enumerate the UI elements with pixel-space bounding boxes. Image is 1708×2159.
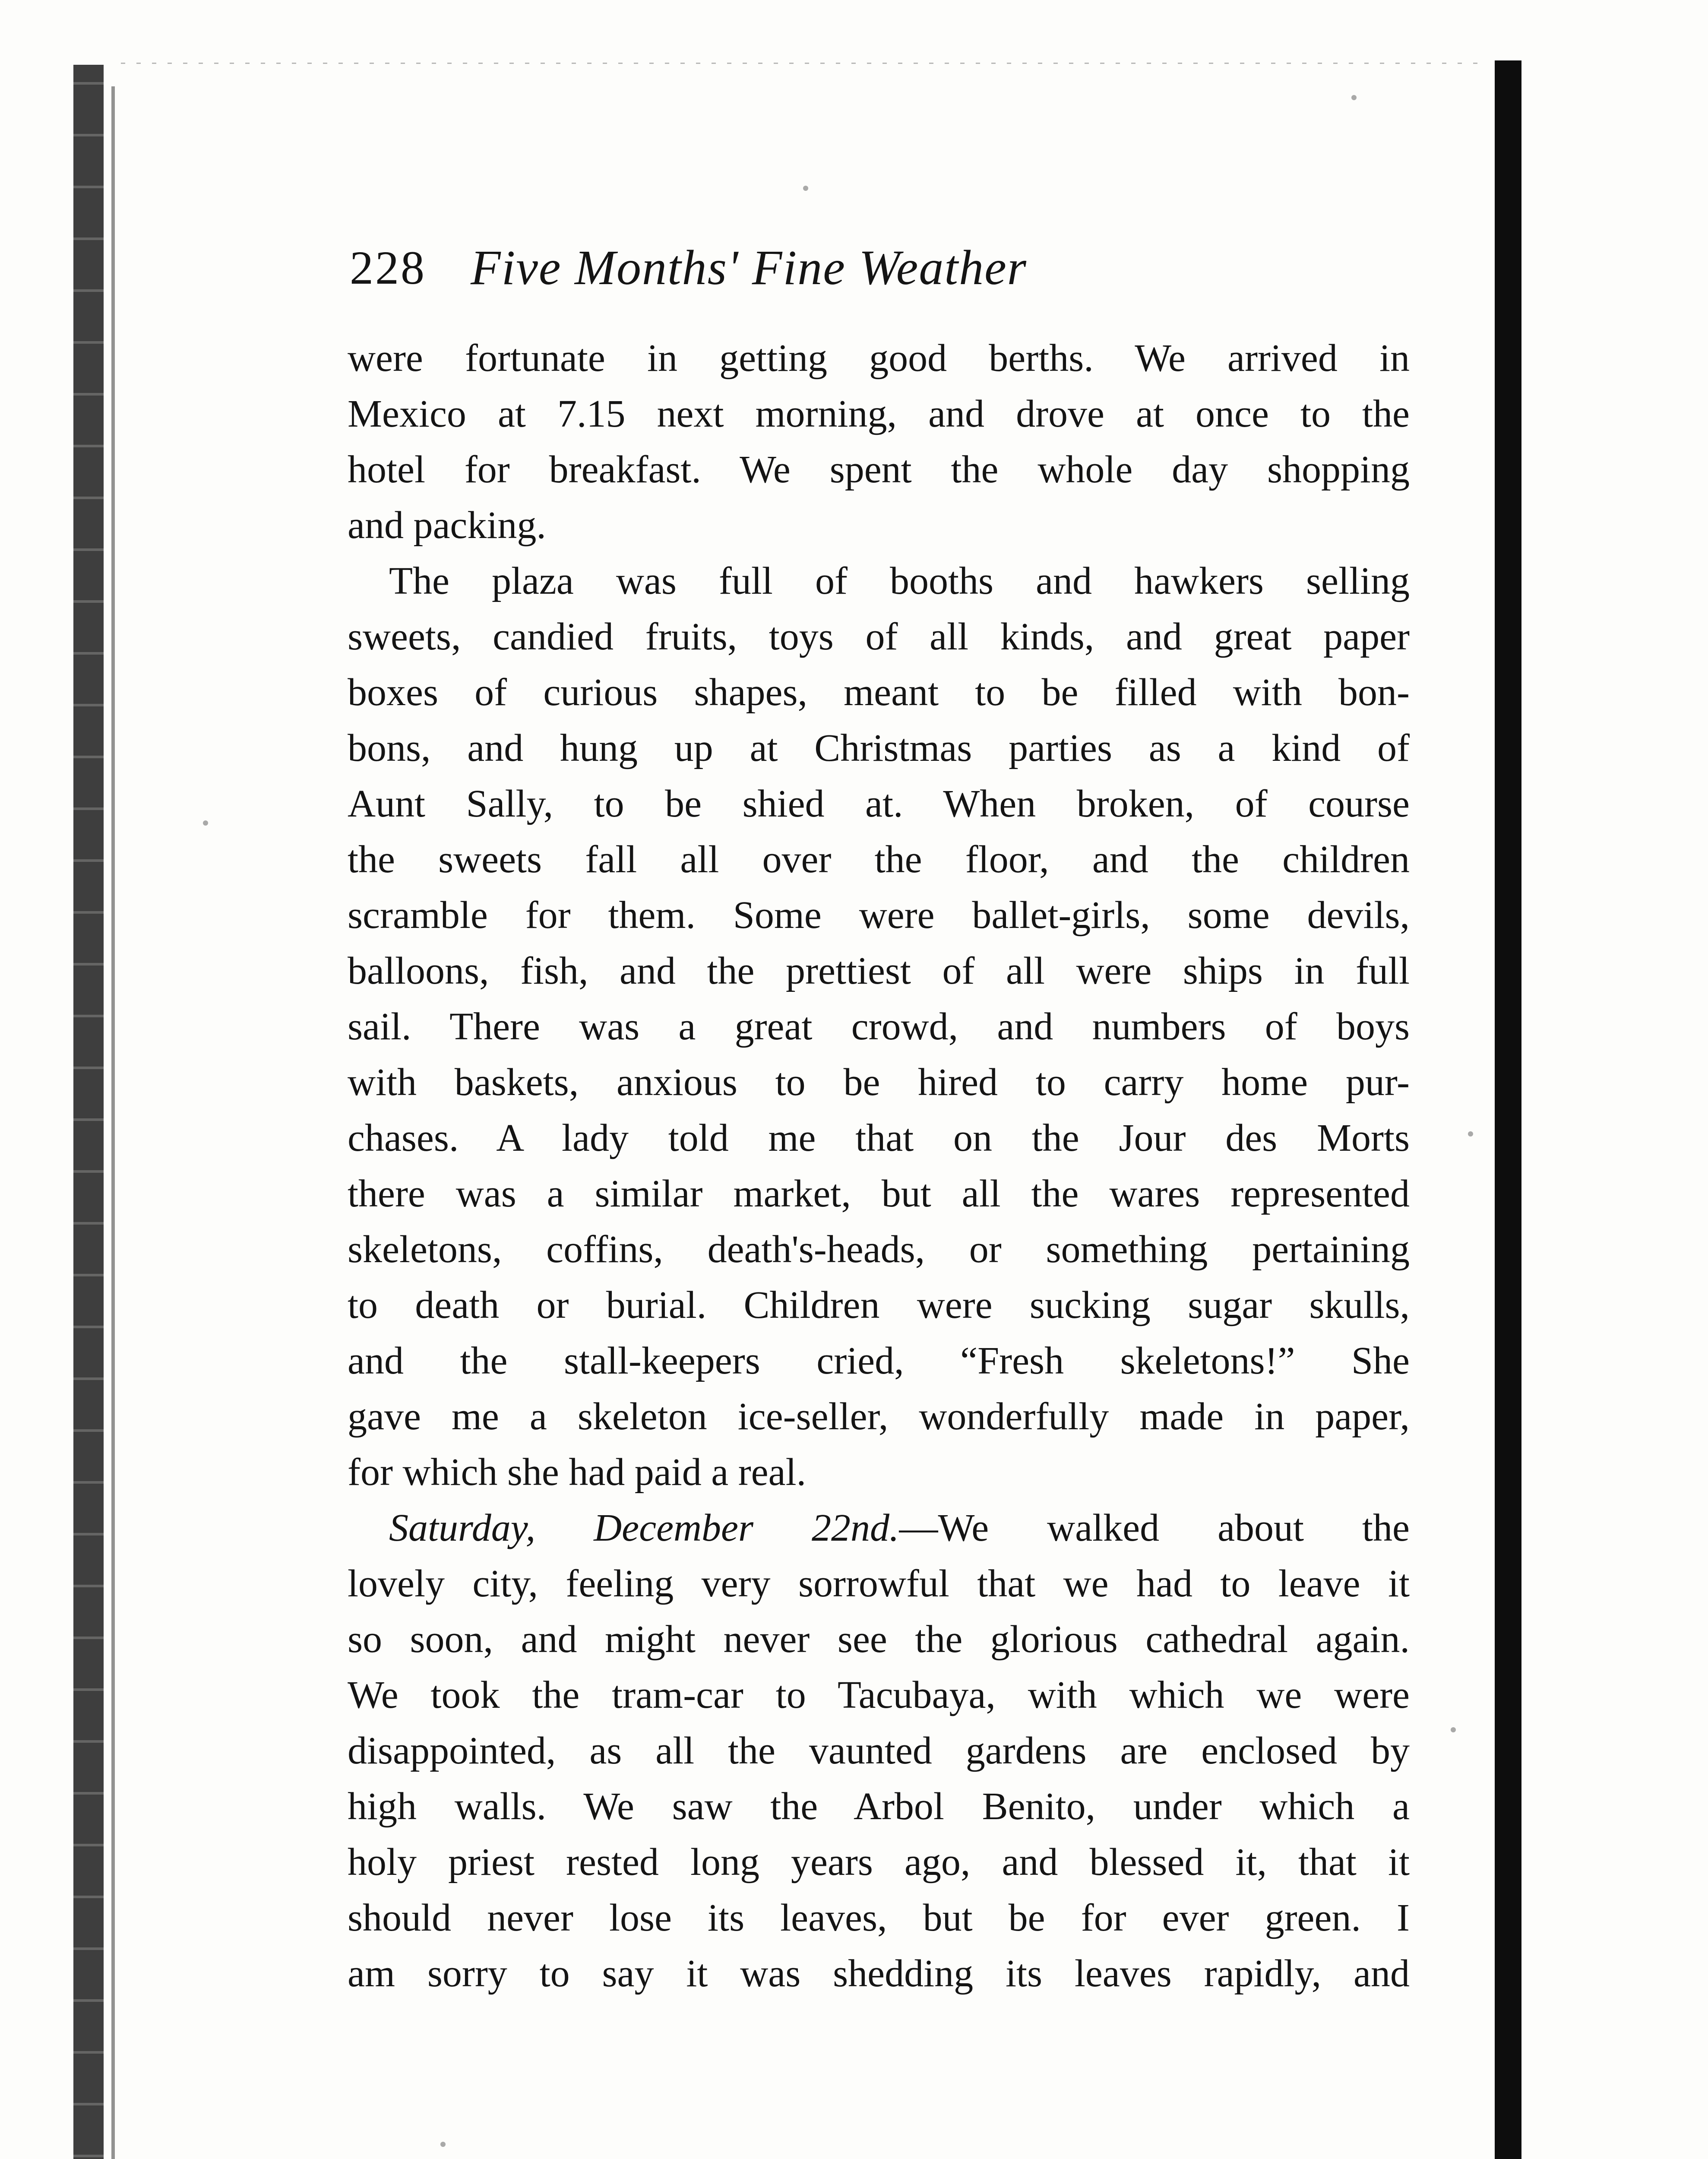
- text-line: high walls. We saw the Arbol Benito, under which a: [348, 1785, 1410, 1828]
- text-line: chases. A lady told me that on the Jour des Morts: [348, 1117, 1410, 1159]
- scan-binding-line-left: [111, 86, 115, 2159]
- text-line: skeletons, coffins, death's-heads, or something pertaining: [348, 1228, 1410, 1271]
- text-line: there was a similar market, but all the wares represented: [348, 1172, 1410, 1215]
- text-line: We took the tram-car to Tacubaya, with which we were: [348, 1674, 1410, 1716]
- paragraph-first-line: The plaza was full of booths and hawkers selling: [389, 560, 1410, 602]
- book-title: Five Months' Fine Weather: [471, 240, 1028, 295]
- running-head: [350, 233, 1403, 302]
- text-line: lovely city, feeling very sorrowful that we had to leave it: [348, 1562, 1410, 1605]
- scan-speck: [803, 186, 808, 191]
- text-line: with baskets, anxious to be hired to carry home pur-: [348, 1061, 1410, 1104]
- text-line: balloons, fish, and the prettiest of all were ships in full: [348, 950, 1410, 992]
- scan-binding-shadow-left: [73, 65, 104, 2159]
- text-line: and the stall-keepers cried, “Fresh skeletons!” She: [348, 1339, 1410, 1382]
- text-line: for which she had paid a real.: [348, 1451, 807, 1494]
- text-line: hotel for breakfast. We spent the whole day shopping: [348, 448, 1410, 491]
- scan-speck: [203, 820, 208, 826]
- text-line: disappointed, as all the vaunted gardens are enclosed by: [348, 1729, 1410, 1772]
- scan-speck: [1351, 95, 1357, 100]
- date-line-text: —We walked about the: [899, 1507, 1410, 1549]
- scan-speck: [440, 2142, 446, 2147]
- paragraph-first-line: [348, 1500, 1410, 1556]
- text-line: to death or burial. Children were sucking sugar skulls,: [348, 1284, 1410, 1326]
- text-line: sail. There was a great crowd, and numbers of boys: [348, 1005, 1410, 1048]
- date-heading: Saturday, December 22nd.: [389, 1507, 899, 1549]
- text-line: scramble for them. Some were ballet-girls, some devils,: [348, 894, 1410, 937]
- text-line: boxes of curious shapes, meant to be filled with bon-: [348, 671, 1410, 714]
- scan-edge-right: [1495, 60, 1521, 2159]
- scan-speck: [1468, 1131, 1473, 1136]
- text-line: holy priest rested long years ago, and blessed it, that it: [348, 1841, 1410, 1884]
- text-line: so soon, and might never see the glorious cathedral again.: [348, 1618, 1410, 1661]
- text-line: sweets, candied fruits, toys of all kinds, and great paper: [348, 615, 1410, 658]
- text-line: Aunt Sally, to be shied at. When broken, of course: [348, 782, 1410, 825]
- text-line: and packing.: [348, 504, 546, 547]
- scan-speck: [1451, 1727, 1456, 1732]
- text-line: should never lose its leaves, but be for ever green. I: [348, 1896, 1410, 1939]
- text-line: bons, and hung up at Christmas parties as a kind of: [348, 727, 1410, 769]
- text-line: gave me a skeleton ice-seller, wonderfully made in paper,: [348, 1395, 1410, 1438]
- scan-edge-top: [121, 63, 1481, 64]
- body-text: [348, 330, 1410, 2001]
- text-line: the sweets fall all over the floor, and the children: [348, 838, 1410, 881]
- text-line: Mexico at 7.15 next morning, and drove at once to the: [348, 393, 1410, 435]
- text-line: am sorry to say it was shedding its leaves rapidly, and: [348, 1952, 1410, 1995]
- page-number: 228: [350, 241, 426, 294]
- text-line: were fortunate in getting good berths. We arrived in: [348, 337, 1410, 380]
